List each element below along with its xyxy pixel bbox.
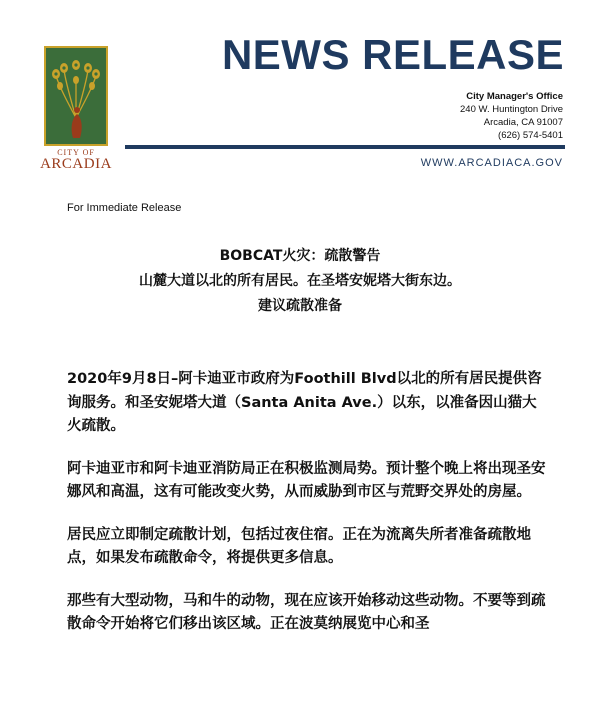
peacock-icon xyxy=(46,48,106,144)
address-line-1: 240 W. Huntington Drive xyxy=(460,104,563,115)
office-contact-block xyxy=(460,90,563,142)
title-line-3: 建议疏散准备 xyxy=(258,298,342,314)
office-name: City Manager's Office xyxy=(466,91,563,102)
body-paragraph: 那些有大型动物，马和牛的动物，现在应该开始移动这些动物。不要等到疏散命令开始将它们移出该区域。正在波莫纳展览中心和圣 xyxy=(67,592,546,632)
address-line-2: Arcadia, CA 91007 xyxy=(483,117,563,128)
title-line-2: 山麓大道以北的所有居民。在圣塔安妮塔大街东边。 xyxy=(139,273,461,289)
page-title: NEWS RELEASE xyxy=(221,31,564,78)
body-paragraph: 居民应立即制定疏散计划，包括过夜住宿。正在为流离失所者准备疏散地点，如果发布疏散命令，将提供更多信息。 xyxy=(67,526,531,566)
city-logo xyxy=(40,46,112,174)
body-paragraph: 2020年9月8日–阿卡迪亚市政府为Foothill Blvd以北的所有居民提供咨询服务。和圣安妮塔大道（Santa Anita Ave.）以东，以准备因山猫大火疏散。 xyxy=(67,371,542,434)
header-divider xyxy=(125,145,565,149)
release-label: For Immediate Release xyxy=(67,202,182,214)
phone-number: (626) 574-5401 xyxy=(498,130,563,141)
body-paragraph: 阿卡迪亚市和阿卡迪亚消防局正在积极监测局势。预计整个晚上将出现圣安娜风和高温，这有可能改变火势，从而威胁到市区与荒野交界处的房屋。 xyxy=(67,460,546,500)
logo-city-label: CITY OF xyxy=(57,148,95,157)
release-title xyxy=(0,244,600,319)
peacock-emblem xyxy=(44,46,108,146)
title-line-1: BOBCAT火灾：疏散警告 xyxy=(219,248,381,264)
logo-city-name: ARCADIA xyxy=(40,156,112,172)
website-link[interactable]: WWW.ARCADIACA.GOV xyxy=(420,157,563,169)
release-body xyxy=(67,368,547,656)
